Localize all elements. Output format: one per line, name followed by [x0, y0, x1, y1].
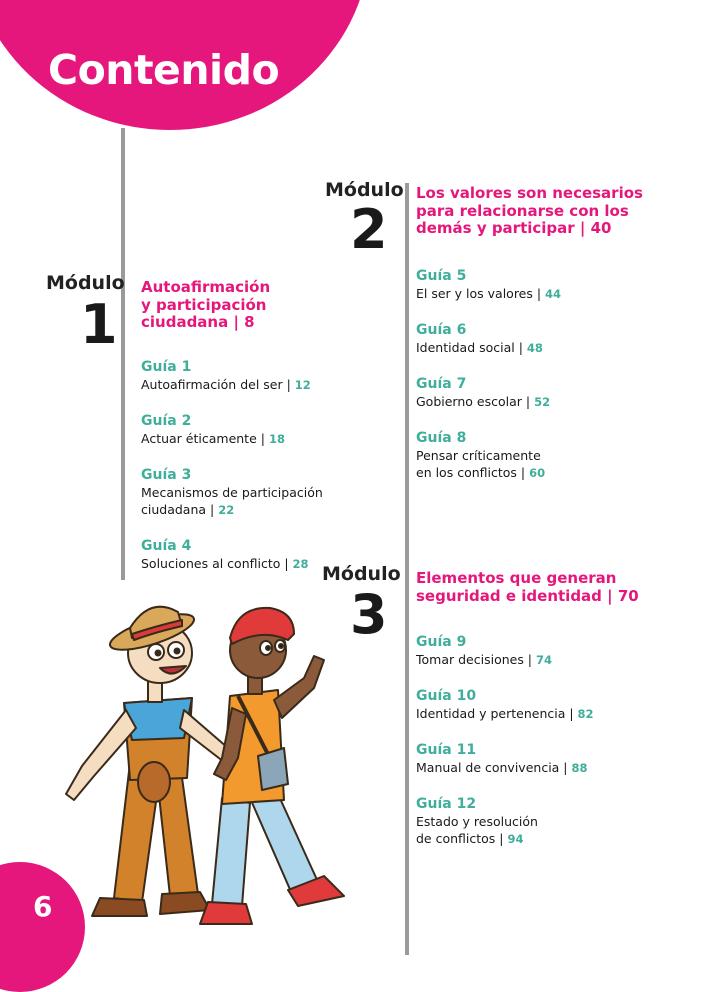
guide-2[interactable]: [141, 412, 285, 448]
guide-3-label: Guía 3: [141, 467, 192, 483]
guide-5-label: Guía 5: [416, 268, 467, 284]
guide-7-label: Guía 7: [416, 376, 467, 392]
module-3-number: 3: [350, 583, 388, 646]
page-number: 6: [33, 890, 53, 923]
module-1-title: Autoafirmación y participación ciudadana | 8: [141, 278, 271, 331]
guide-3-desc-line2: ciudadana | 22: [141, 502, 235, 517]
guide-9[interactable]: [416, 633, 552, 669]
divider-left: [121, 128, 125, 580]
module-2-word: Módulo: [325, 179, 404, 201]
kid-right: [200, 608, 344, 924]
guide-9-label: Guía 9: [416, 634, 467, 650]
guide-1-label: Guía 1: [141, 359, 192, 375]
module-2-title: Los valores son necesarios para relacionarse con los demás y participar | 40: [416, 184, 643, 237]
page-title: Contenido: [48, 46, 280, 94]
guide-8-desc-line1: Pensar críticamente: [416, 448, 541, 463]
module-3-title: Elementos que generan seguridad e identidad | 70: [416, 569, 639, 605]
guide-1-desc: Autoafirmación del ser | 12: [141, 377, 311, 392]
module-2-number: 2: [350, 198, 388, 261]
guide-2-desc: Actuar éticamente | 18: [141, 431, 285, 446]
guide-10-desc: Identidad y pertenencia | 82: [416, 706, 594, 721]
guide-12-desc-line1: Estado y resolución: [416, 814, 538, 829]
guide-8-label: Guía 8: [416, 430, 467, 446]
guide-8[interactable]: [416, 429, 545, 482]
kids-illustration: [52, 598, 357, 933]
guide-5-desc: El ser y los valores | 44: [416, 286, 562, 301]
guide-11-desc: Manual de convivencia | 88: [416, 760, 588, 775]
guide-12-desc-line2: de conflictos | 94: [416, 831, 524, 846]
guide-4[interactable]: [141, 537, 309, 573]
guide-2-label: Guía 2: [141, 413, 192, 429]
guide-5[interactable]: [416, 267, 561, 303]
guide-11[interactable]: [416, 741, 588, 777]
module-3-word: Módulo: [322, 563, 401, 585]
guide-12[interactable]: [416, 795, 538, 848]
guide-9-desc: Tomar decisiones | 74: [416, 652, 553, 667]
guide-3-desc-line1: Mecanismos de participación: [141, 485, 323, 500]
guide-7-desc: Gobierno escolar | 52: [416, 394, 551, 409]
guide-4-label: Guía 4: [141, 538, 192, 554]
guide-6-label: Guía 6: [416, 322, 467, 338]
guide-1[interactable]: [141, 358, 311, 394]
guide-4-desc: Soluciones al conflicto | 28: [141, 556, 309, 571]
module-1-word: Módulo: [46, 272, 125, 294]
guide-6-desc: Identidad social | 48: [416, 340, 543, 355]
guide-8-desc-line2: en los conflictos | 60: [416, 465, 546, 480]
guide-7[interactable]: [416, 375, 550, 411]
guide-6[interactable]: [416, 321, 543, 357]
module-1-number: 1: [80, 293, 118, 356]
guide-10-label: Guía 10: [416, 688, 477, 704]
guide-12-label: Guía 12: [416, 796, 477, 812]
guide-11-label: Guía 11: [416, 742, 477, 758]
guide-3[interactable]: [141, 466, 323, 519]
guide-10[interactable]: [416, 687, 594, 723]
divider-right: [405, 183, 409, 955]
